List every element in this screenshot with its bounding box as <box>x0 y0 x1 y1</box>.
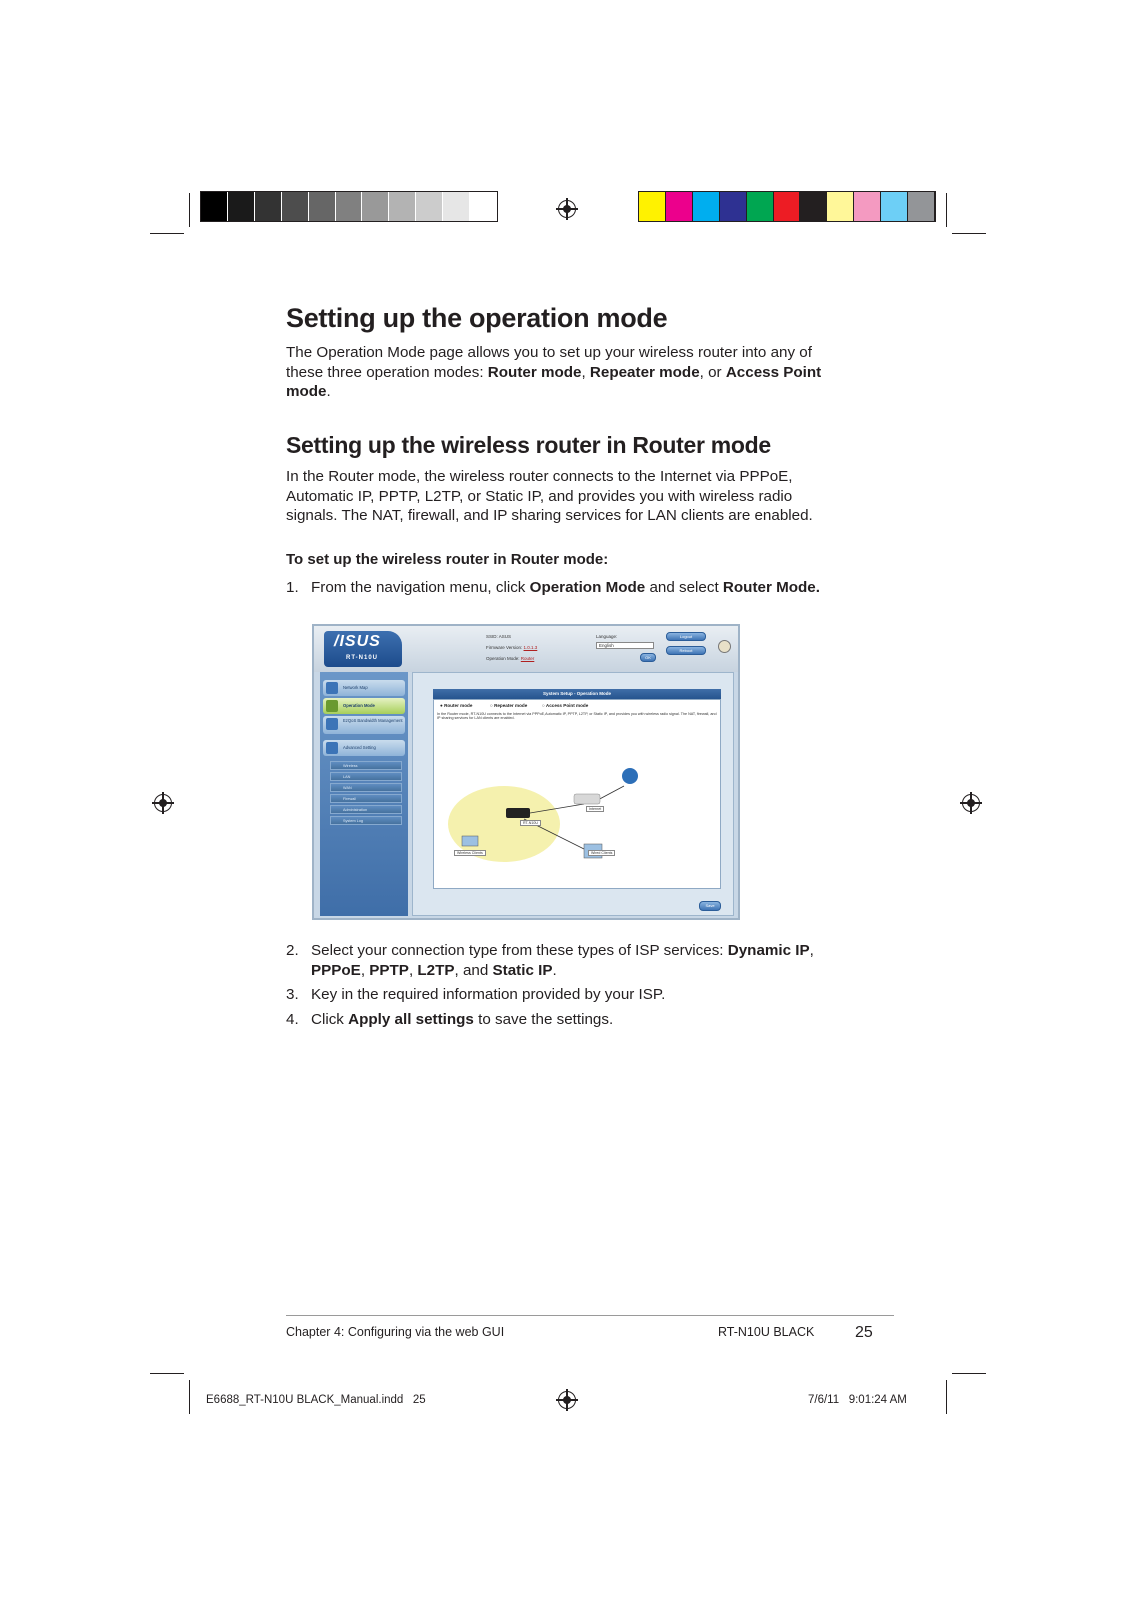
submenu-wan[interactable]: WAN <box>330 783 402 792</box>
registration-mark-icon <box>960 792 982 814</box>
color-swatch <box>666 192 693 221</box>
help-icon[interactable] <box>718 640 731 653</box>
footer-model: RT-N10U BLACK <box>718 1325 815 1339</box>
firmware-readout: Firmware Version: 1.0.1.3 <box>486 645 538 650</box>
process-color-bar <box>638 191 936 222</box>
language-label: Language: <box>596 634 618 639</box>
grayscale-color-bar <box>200 191 498 222</box>
registration-mark-icon <box>556 198 578 220</box>
color-swatch <box>827 192 854 221</box>
router-mode-diagram <box>434 734 720 884</box>
language-select[interactable]: English <box>596 642 654 649</box>
gray-swatch <box>416 192 443 221</box>
tab-access-point-mode[interactable]: ○ Access Point mode <box>542 703 589 708</box>
gui-main-area <box>412 672 734 916</box>
color-swatch <box>693 192 720 221</box>
gray-swatch <box>201 192 228 221</box>
crop-mark <box>189 193 190 227</box>
operation-mode-icon <box>326 700 338 712</box>
network-map-icon <box>326 682 338 694</box>
submenu-administration[interactable]: Administration <box>330 805 402 814</box>
gui-header <box>314 626 738 672</box>
ssid-readout: SSID: ASUS <box>486 634 512 639</box>
save-button[interactable]: Save <box>699 901 721 911</box>
crop-mark <box>952 233 986 234</box>
registration-mark-icon <box>556 1389 578 1411</box>
page-number: 25 <box>855 1324 873 1341</box>
submenu-system-log[interactable]: System Log <box>330 816 402 825</box>
reboot-button[interactable]: Reboot <box>666 646 706 655</box>
advanced-setting-icon <box>326 742 338 754</box>
crop-mark <box>952 1373 986 1374</box>
gray-swatch <box>309 192 336 221</box>
gray-swatch <box>255 192 282 221</box>
crop-mark <box>189 1380 190 1414</box>
ezqos-icon <box>326 718 338 730</box>
label-wired-clients: Wired Clients <box>588 850 615 856</box>
color-swatch <box>881 192 908 221</box>
gray-swatch <box>362 192 389 221</box>
crop-mark <box>150 1373 184 1374</box>
section-title: Setting up the wireless router in Router mode <box>286 432 771 458</box>
tab-router-mode[interactable]: ● Router mode <box>440 703 473 708</box>
laptop-icon <box>462 836 478 846</box>
operation-mode-panel <box>433 699 721 889</box>
procedure-heading: To set up the wireless router in Router mode: <box>286 551 609 568</box>
opmode-readout: Operation Mode: Router <box>486 656 535 661</box>
color-swatch <box>854 192 881 221</box>
intro-paragraph: The Operation Mode page allows you to set up your wireless router into any of these three operation modes: Router mode, Repeater mode, or Access Point mode. <box>286 344 822 400</box>
footer-rule <box>286 1315 894 1316</box>
registration-mark-icon <box>152 792 174 814</box>
color-swatch <box>720 192 747 221</box>
menu-ezqos[interactable]: EzQoS Bandwidth Management <box>323 716 405 734</box>
gray-swatch <box>443 192 470 221</box>
globe-icon <box>622 768 638 784</box>
router-web-gui-screenshot <box>312 624 740 920</box>
router-icon <box>506 808 530 818</box>
gui-sidebar <box>320 672 408 916</box>
label-router: RT-N10U <box>520 820 541 826</box>
color-swatch <box>774 192 801 221</box>
submenu-firewall[interactable]: Firewall <box>330 794 402 803</box>
language-ok-button[interactable]: OK <box>640 653 656 662</box>
color-swatch <box>639 192 666 221</box>
submenu-lan[interactable]: LAN <box>330 772 402 781</box>
crop-mark <box>946 193 947 227</box>
gray-swatch <box>389 192 416 221</box>
color-swatch <box>800 192 827 221</box>
mode-description: In the Router mode, RT-N10U connects to the Internet via PPPoE,Automatic IP, PPTP, L2TP, or Static IP, and provides you with wireless radio signal. The NAT, firewall, and IP sharing services for LAN clients are enabled. <box>437 712 717 720</box>
menu-network-map[interactable]: Network Map <box>323 680 405 696</box>
gray-swatch <box>336 192 363 221</box>
gray-swatch <box>282 192 309 221</box>
tab-repeater-mode[interactable]: ○ Repeater mode <box>490 703 528 708</box>
color-swatch <box>908 192 935 221</box>
router-mode-description: In the Router mode, the wireless router connects to the Internet via PPPoE, Automatic IP, PPTP, L2TP, or Static IP, and provides you with wireless radio signals. The NAT, firewall, and IP sharing services for LAN clients are enabled. <box>286 468 813 524</box>
crop-mark <box>150 233 184 234</box>
logout-button[interactable]: Logout <box>666 632 706 641</box>
submenu-wireless[interactable]: Wireless <box>330 761 402 770</box>
modem-icon <box>574 794 600 804</box>
slug-date: 7/6/11 9:01:24 AM <box>808 1394 907 1406</box>
footer-chapter: Chapter 4: Configuring via the web GUI <box>286 1325 505 1339</box>
asus-logo: /ISUS RT-N10U <box>324 631 402 667</box>
page-title: Setting up the operation mode <box>286 303 668 333</box>
menu-advanced-setting[interactable]: Advanced Setting <box>323 740 405 756</box>
menu-operation-mode[interactable]: Operation Mode <box>323 698 405 714</box>
gray-swatch <box>470 192 497 221</box>
slug-file-info: E6688_RT-N10U BLACK_Manual.indd 25 <box>206 1394 426 1406</box>
gray-swatch <box>228 192 255 221</box>
label-internet: Internet <box>586 806 604 812</box>
panel-title: System Setup - Operation Mode <box>433 689 721 699</box>
crop-mark <box>946 1380 947 1414</box>
label-wireless-clients: Wireless Clients <box>454 850 486 856</box>
color-swatch <box>747 192 774 221</box>
